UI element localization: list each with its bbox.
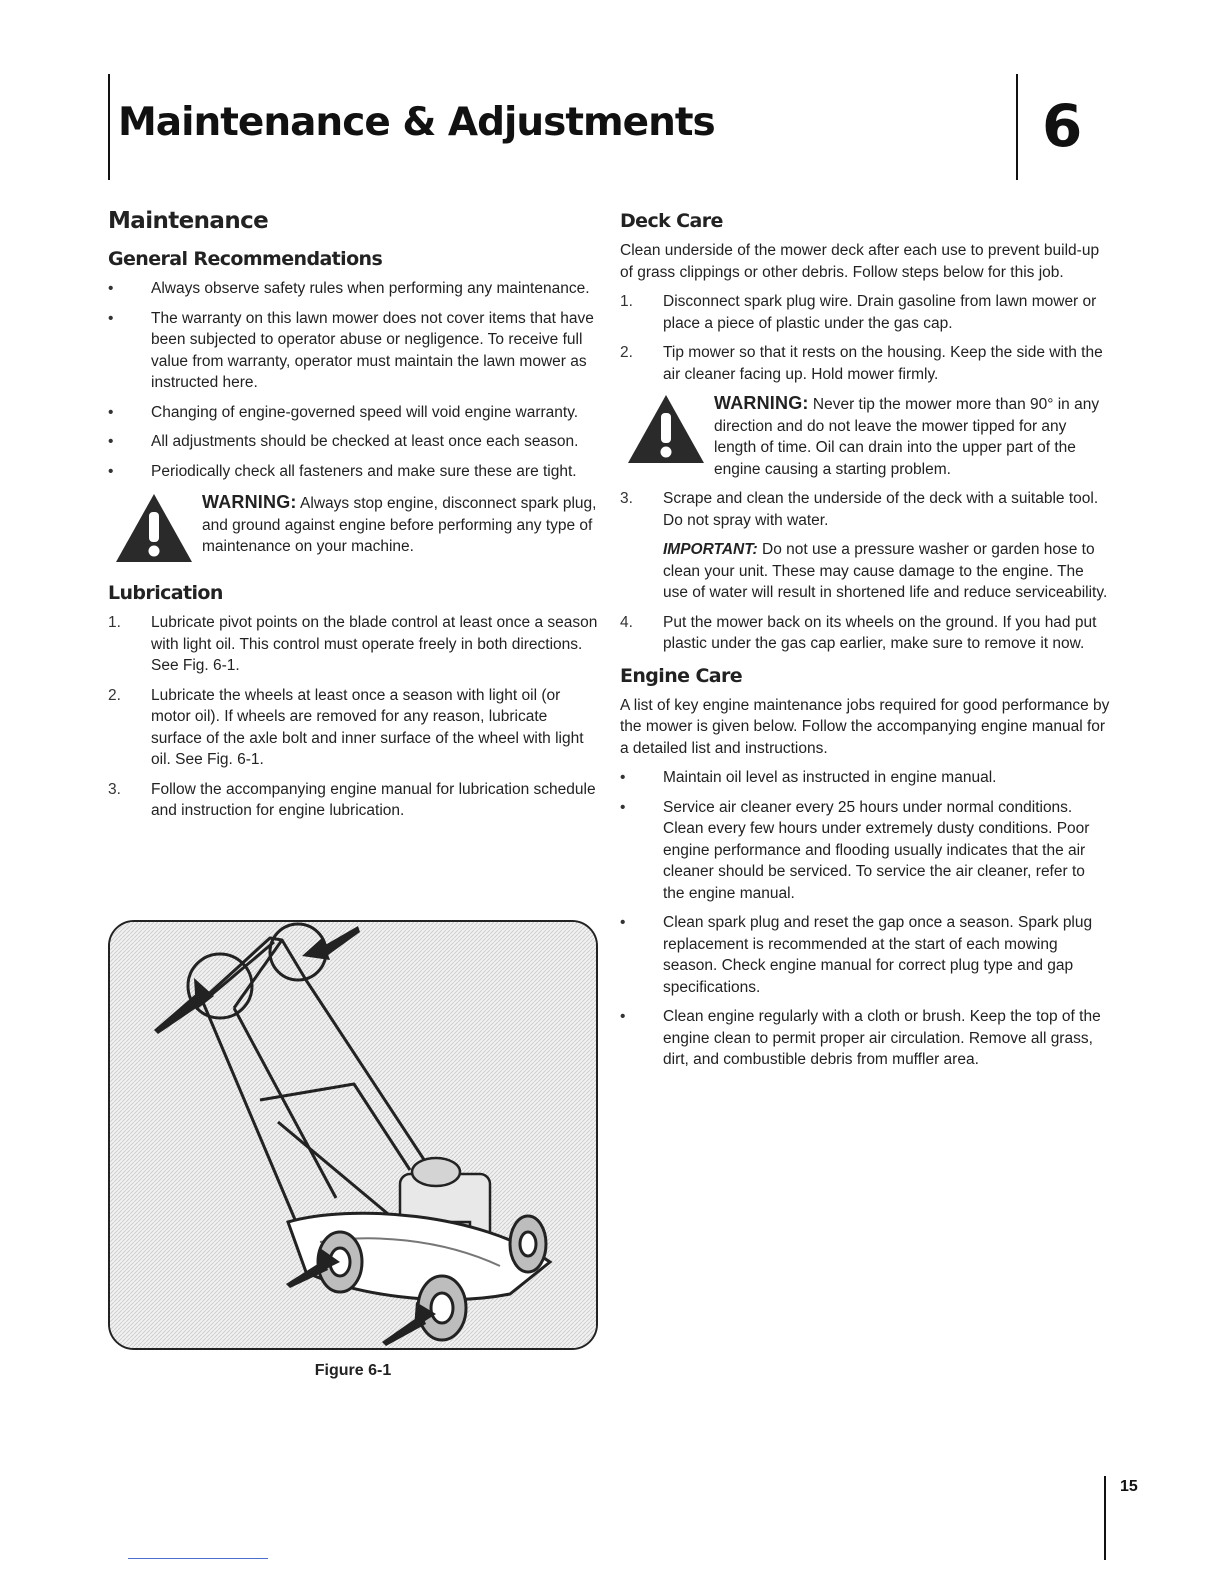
deck-care-steps-continued [620, 488, 1110, 531]
bullet-marker: • [620, 914, 626, 931]
left-column [108, 208, 598, 830]
engine-care-intro: A list of key engine maintenance jobs required for good performance by the mower is given below. Follow the accompanying engine manual for a detailed list and instructions. [620, 696, 1110, 757]
bullet-marker: • [620, 769, 626, 786]
bullet-marker: • [108, 309, 114, 327]
important-note [663, 539, 1110, 604]
list-item: • Clean engine regularly with a cloth or brush. Keep the top of the engine clean to permit proper air circulation. Remove all grass, dirt, and combustible debris from muffler area. [620, 1008, 1101, 1068]
list-item: • The warranty on this lawn mower does not cover items that have been subjected to operator abuse or negligence. To receive full value from warranty, operator must maintain the lawn mower as instructed here. [108, 309, 594, 391]
bullet-marker: • [108, 280, 114, 297]
figure-6-1 [108, 920, 598, 1350]
deck-care-steps-final [620, 612, 1110, 655]
list-item: • Changing of engine-governed speed will void engine warranty. [108, 402, 598, 424]
warning-label: WARNING: [202, 492, 297, 512]
deck-care-intro: Clean underside of the mower deck after each use to prevent build-up of grass clippings or other debris. Follow steps below for this job. [620, 242, 1100, 281]
list-item: • Service air cleaner every 25 hours under normal conditions. Clean every few hours under extremely dusty conditions. Poor engine performance and flooding usually indicates that the air cleaner should be serviced. To service the air cleaner, refer to the engine manual. [620, 798, 1090, 902]
right-column [620, 208, 1110, 1079]
warning-triangle-icon [114, 492, 194, 564]
bullet-marker: • [620, 798, 626, 816]
deck-care-steps [620, 291, 1110, 385]
list-item: • All adjustments should be checked at least once each season. [108, 431, 598, 453]
list-item: 3. Follow the accompanying engine manual for lubrication schedule and instruction for engine lubrication. [108, 780, 596, 819]
chapter-number-bar [1016, 74, 1018, 180]
bullet-marker: • [108, 433, 114, 450]
chapter-title-bar [108, 74, 110, 180]
deck-warning [620, 393, 1110, 480]
deck-care-heading: Deck Care [620, 210, 723, 232]
general-recommendations-heading: General Recommendations [108, 248, 383, 270]
maintenance-heading: Maintenance [108, 208, 269, 234]
engine-care-list [620, 767, 1110, 1071]
lubrication-heading: Lubrication [108, 582, 223, 604]
lubrication-steps [108, 612, 598, 822]
warning-label: WARNING: [714, 393, 809, 413]
bullet-marker: • [108, 462, 114, 480]
step-number: 1. [620, 293, 633, 310]
list-item: • Always observe safety rules when performing any maintenance. [108, 278, 598, 300]
general-recommendations-list [108, 278, 598, 482]
step-number: 3. [620, 490, 633, 507]
list-item: 4. Put the mower back on its wheels on the ground. If you had put plastic under the gas cap earlier, make sure to remove it now. [620, 613, 1097, 652]
list-item: 1. Disconnect spark plug wire. Drain gasoline from lawn mower or place a piece of plastic under the gas cap. [620, 293, 1097, 332]
step-number: 4. [620, 613, 633, 631]
lawn-mower-illustration-icon [110, 922, 596, 1348]
list-item: • Periodically check all fasteners and make sure these are tight. [108, 461, 598, 483]
chapter-number: 6 [1042, 92, 1083, 160]
step-number: 1. [108, 614, 121, 631]
list-item: 2. Tip mower so that it rests on the housing. Keep the side with the air cleaner facing up. Hold mower firmly. [620, 344, 1103, 383]
bullet-marker: • [108, 403, 114, 421]
step-number: 3. [108, 780, 121, 798]
warning-text: Always stop engine, disconnect spark plug, and ground against engine before performing any type of maintenance on your machine. [202, 495, 597, 555]
engine-care-heading: Engine Care [620, 664, 743, 687]
page-number-bar [1104, 1476, 1106, 1560]
page-number: 15 [1120, 1478, 1138, 1495]
warning-triangle-icon [626, 393, 706, 465]
step-number: 2. [108, 686, 121, 704]
important-text: Do not use a pressure washer or garden hose to clean your unit. These may cause damage to the engine. The use of water will result in shortened life and reduce serviceability. [663, 541, 1108, 601]
list-item: 2. Lubricate the wheels at least once a season with light oil (or motor oil). If wheels are removed for any reason, lubricate surface of the axle bolt and inner surface of the wheel with light oil. See Fig. 6-1. [108, 686, 584, 768]
list-item: • Maintain oil level as instructed in engine manual. [620, 767, 1110, 789]
footer-rule [128, 1558, 268, 1559]
figure-caption: Figure 6-1 [314, 1362, 392, 1379]
chapter-title: Maintenance & Adjustments [118, 100, 715, 145]
warning-text: Never tip the mower more than 90° in any direction and do not leave the mower tipped for any length of time. Oil can drain into the upper part of the engine causing a starting problem. [714, 396, 1100, 478]
list-item: 1. Lubricate pivot points on the blade control at least once a season with light oil. This control must operate freely in both directions. See Fig. 6-1. [108, 614, 598, 674]
step-number: 2. [620, 344, 633, 361]
bullet-marker: • [620, 1008, 626, 1025]
important-label: IMPORTANT: [663, 541, 758, 558]
list-item: • Clean spark plug and reset the gap once a season. Spark plug replacement is recommended at the start of each mowing season. Check engine manual for correct plug type and gap specifications. [620, 914, 1093, 996]
list-item: 3. Scrape and clean the underside of the deck with a suitable tool. Do not spray with water. [620, 490, 1099, 529]
maintenance-warning [108, 492, 598, 572]
